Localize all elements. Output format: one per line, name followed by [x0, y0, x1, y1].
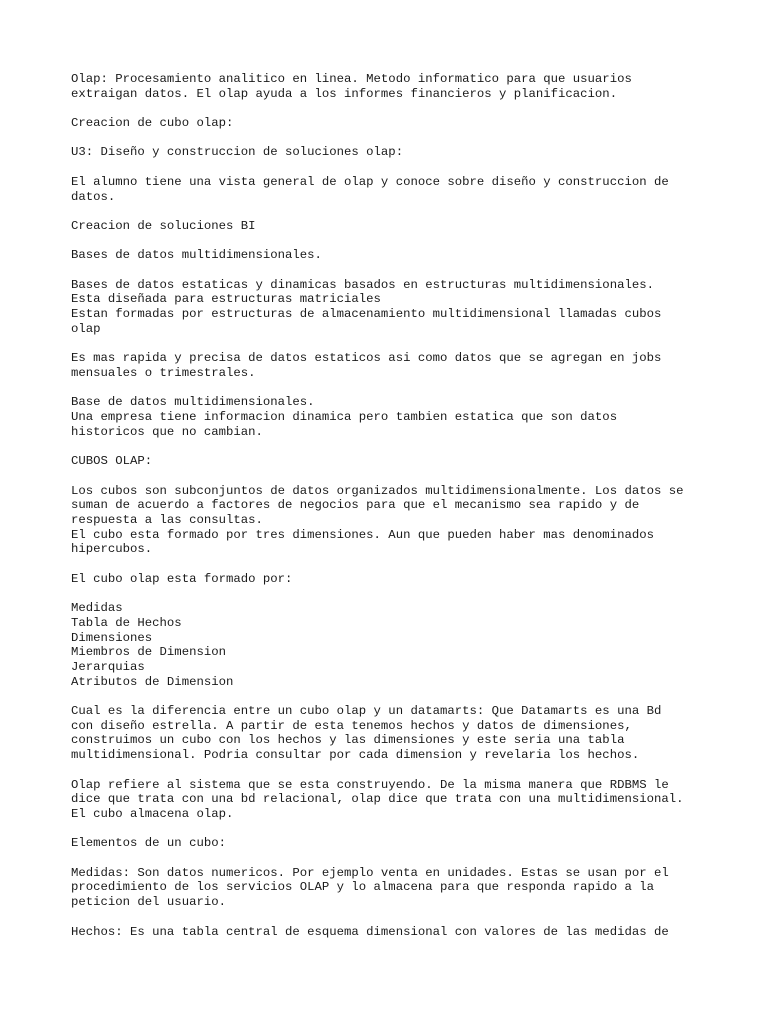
text-line: Cual es la diferencia entre un cubo olap y un datamarts: Que Datamarts es una Bd	[71, 704, 662, 719]
paragraph	[71, 175, 711, 204]
text-line: El cubo olap esta formado por:	[71, 571, 293, 586]
paragraph	[71, 278, 711, 337]
text-line: El alumno tiene una vista general de olap y conoce sobre diseño y construccion de	[71, 174, 669, 189]
text-line: respuesta a las consultas.	[71, 512, 263, 527]
text-line: dice que trata con una bd relacional, olap dice que trata con una multidimensional.	[71, 792, 684, 807]
text-line: Creacion de cubo olap:	[71, 116, 234, 131]
text-line: hipercubos.	[71, 542, 153, 557]
text-line: olap	[71, 321, 101, 336]
paragraph	[71, 454, 711, 469]
text-line: Creacion de soluciones BI	[71, 218, 256, 233]
text-line: Hechos: Es una tabla central de esquema dimensional con valores de las medidas de	[71, 924, 669, 939]
text-line: suman de acuerdo a factores de negocios para que el mecanismo sea rapido y de	[71, 498, 640, 513]
paragraph	[71, 866, 711, 910]
text-line: El cubo almacena olap.	[71, 806, 234, 821]
paragraph	[71, 704, 711, 763]
text-line: Elementos de un cubo:	[71, 836, 226, 851]
paragraph	[71, 925, 711, 940]
paragraph	[71, 248, 711, 263]
text-line: Medidas	[71, 601, 123, 616]
paragraph	[71, 778, 711, 822]
text-line: datos.	[71, 189, 116, 204]
text-line: Esta diseñada para estructuras matriciales	[71, 292, 381, 307]
text-line: Atributos de Dimension	[71, 674, 234, 689]
text-line: mensuales o trimestrales.	[71, 365, 256, 380]
document-page	[71, 72, 711, 954]
text-line: Tabla de Hechos	[71, 615, 182, 630]
text-line: construimos un cubo con los hechos y las dimensiones y este seria una tabla	[71, 733, 625, 748]
text-line: Olap refiere al sistema que se esta construyendo. De la misma manera que RDBMS le	[71, 777, 669, 792]
text-line: Una empresa tiene informacion dinamica pero tambien estatica que son datos	[71, 410, 618, 425]
text-line: El cubo esta formado por tres dimensiones. Aun que pueden haber mas denominados	[71, 527, 654, 542]
paragraph	[71, 72, 711, 101]
text-line: Miembros de Dimension	[71, 645, 226, 660]
text-line: Bases de datos estaticas y dinamicas basados en estructuras multidimensionales.	[71, 277, 654, 292]
paragraph	[71, 484, 711, 558]
text-line: extraigan datos. El olap ayuda a los informes financieros y planificacion.	[71, 86, 618, 101]
paragraph	[71, 219, 711, 234]
text-line: Jerarquias	[71, 659, 145, 674]
text-line: multidimensional. Podria consultar por cada dimension y revelaria los hechos.	[71, 748, 640, 763]
paragraph	[71, 116, 711, 131]
text-line: Es mas rapida y precisa de datos estaticos asi como datos que se agregan en jobs	[71, 351, 662, 366]
text-line: con diseño estrella. A partir de esta tenemos hechos y datos de dimensiones,	[71, 718, 632, 733]
text-line: Medidas: Son datos numericos. Por ejemplo venta en unidades. Estas se usan por el	[71, 865, 669, 880]
paragraph	[71, 395, 711, 439]
text-line: Los cubos son subconjuntos de datos organizados multidimensionalmente. Los datos se	[71, 483, 684, 498]
paragraph	[71, 601, 711, 689]
text-line: CUBOS OLAP:	[71, 454, 153, 469]
text-line: Olap: Procesamiento analitico en linea. Metodo informatico para que usuarios	[71, 72, 632, 86]
paragraph	[71, 572, 711, 587]
text-line: historicos que no cambian.	[71, 424, 263, 439]
text-line: Bases de datos multidimensionales.	[71, 248, 322, 263]
text-line: procedimiento de los servicios OLAP y lo almacena para que responda rapido a la	[71, 880, 654, 895]
paragraph	[71, 836, 711, 851]
text-line: U3: Diseño y construccion de soluciones olap:	[71, 145, 404, 160]
text-line: Base de datos multidimensionales.	[71, 395, 315, 410]
paragraph	[71, 145, 711, 160]
text-line: Dimensiones	[71, 630, 153, 645]
text-line: Estan formadas por estructuras de almacenamiento multidimensional llamadas cubos	[71, 307, 662, 322]
paragraph	[71, 351, 711, 380]
text-line: peticion del usuario.	[71, 895, 226, 910]
